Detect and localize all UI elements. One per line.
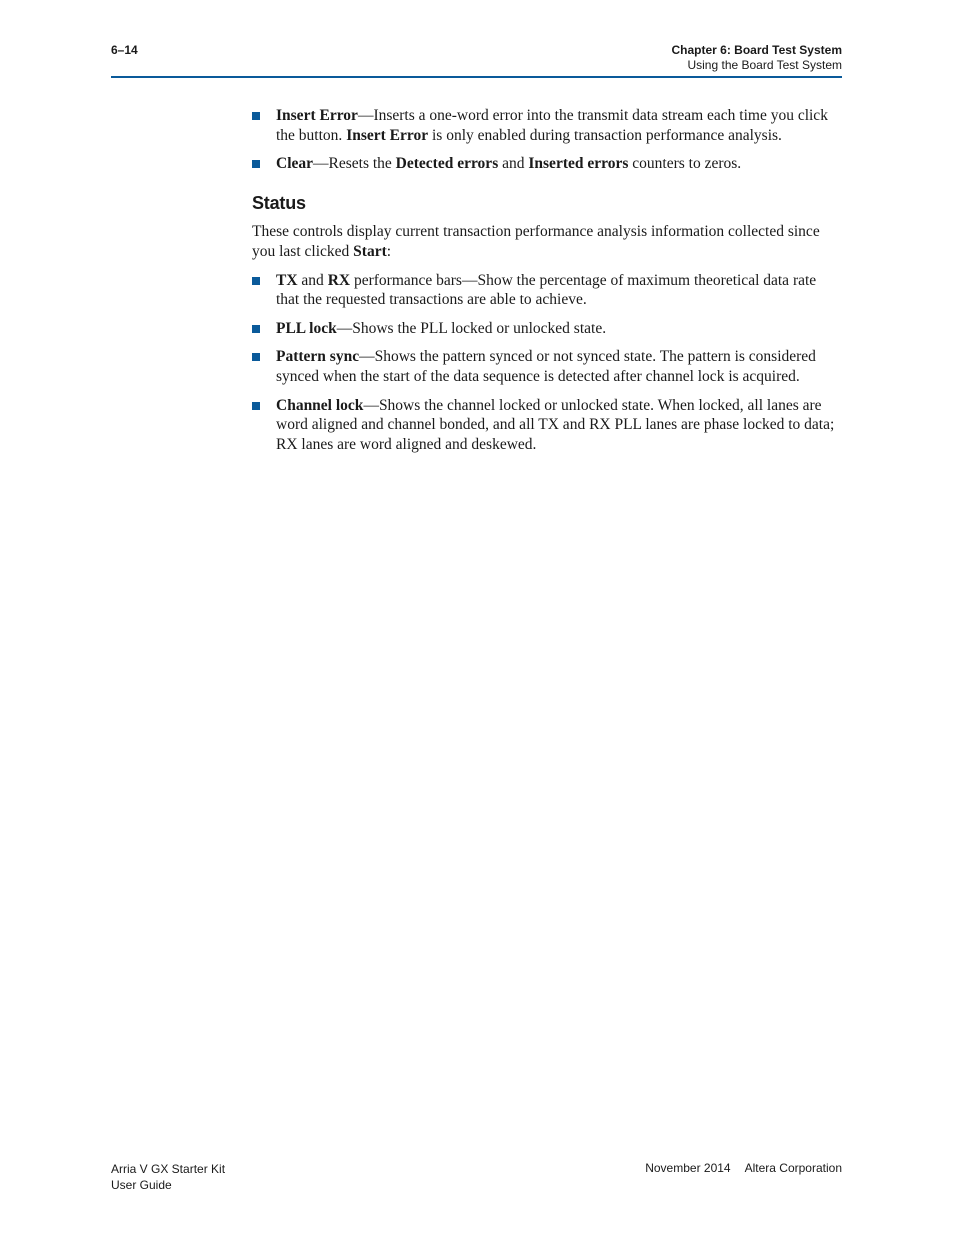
header-rule [111, 76, 842, 78]
list-item: TX and RX performance bars—Show the percentage of maximum theoretical data rate that the requested transactions are able to achieve. [252, 271, 842, 310]
square-bullet-icon [252, 325, 260, 333]
square-bullet-icon [252, 277, 260, 285]
button-list [252, 106, 842, 174]
footer-date-company [645, 1161, 842, 1175]
term: Detected errors [395, 155, 499, 173]
square-bullet-icon [252, 112, 260, 120]
section-title: Using the Board Test System [687, 58, 842, 72]
footer-date: November 2014 [645, 1161, 731, 1175]
list-item: PLL lock—Shows the PLL locked or unlocked state. [252, 319, 842, 339]
chapter-title: Chapter 6: Board Test System [671, 43, 842, 57]
term: Insert Error [346, 126, 429, 144]
list-item: Pattern sync—Shows the pattern synced or not synced state. The pattern is considered synced when the start of the data sequence is detected after channel lock is acquired. [252, 347, 842, 386]
list-item: Channel lock—Shows the channel locked or unlocked state. When locked, all lanes are word aligned and channel bonded, and all TX and RX PLL lanes are phase locked to data; RX lanes are word aligned and deskewed. [252, 396, 842, 455]
square-bullet-icon [252, 402, 260, 410]
page-body [252, 106, 842, 463]
footer-company: Altera Corporation [744, 1161, 842, 1175]
status-list [252, 271, 842, 455]
term: RX [327, 271, 351, 289]
term: Clear [276, 155, 314, 173]
list-item: Clear—Resets the Detected errors and Inserted errors counters to zeros. [252, 154, 842, 174]
footer-doc-title: Arria V GX Starter Kit User Guide [111, 1162, 226, 1192]
list-item: Insert Error—Inserts a one-word error into the transmit data stream each time you click the button. Insert Error is only enabled during transaction performance analysis. [252, 106, 842, 145]
section-intro: These controls display current transaction performance analysis information collected since you last clicked Start: [252, 223, 820, 260]
square-bullet-icon [252, 160, 260, 168]
term: Channel lock [276, 396, 364, 414]
running-header [672, 43, 843, 73]
square-bullet-icon [252, 353, 260, 361]
term: Pattern sync [276, 348, 360, 366]
term: TX [276, 271, 298, 289]
section-heading: Status [252, 192, 306, 213]
term: Inserted errors [528, 155, 629, 173]
page-number: 6–14 [111, 43, 138, 57]
term: Insert Error [276, 107, 358, 124]
term: Start [353, 242, 387, 260]
term: PLL lock [276, 319, 337, 337]
